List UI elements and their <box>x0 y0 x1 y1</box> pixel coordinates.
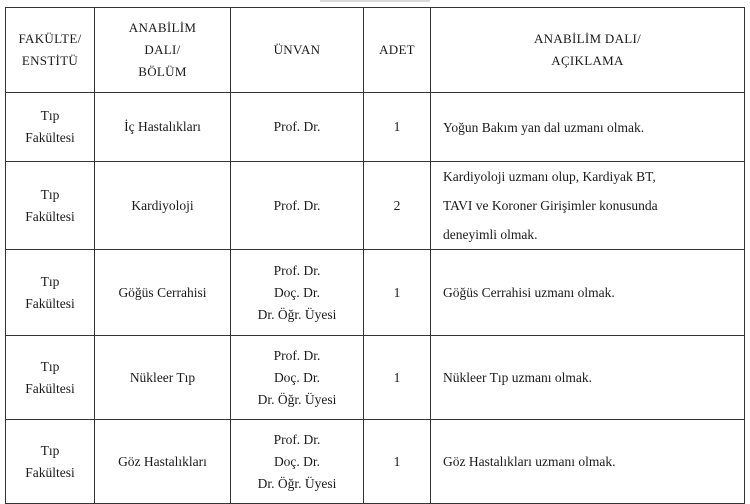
unvan-cell: Prof. Dr. Doç. Dr. Dr. Öğr. Üyesi <box>231 336 364 420</box>
table-row <box>6 162 745 250</box>
adet-cell: 1 <box>364 250 431 336</box>
header-adet: ADET <box>364 8 431 93</box>
header-aciklama: ANABİLİM DALI/ AÇIKLAMA <box>431 8 745 93</box>
positions-table <box>5 7 745 504</box>
fakulte-cell: Tıp Fakültesi <box>6 420 95 504</box>
table-row <box>6 93 745 162</box>
page-edge-fragment <box>320 0 430 2</box>
anabilim-cell: Göz Hastalıkları <box>95 420 231 504</box>
unvan-cell: Prof. Dr. <box>231 93 364 162</box>
adet-cell: 2 <box>364 162 431 250</box>
anabilim-cell: Kardiyoloji <box>95 162 231 250</box>
aciklama-cell: Yoğun Bakım yan dal uzmanı olmak. <box>431 93 745 162</box>
header-unvan: ÜNVAN <box>231 8 364 93</box>
unvan-cell: Prof. Dr. Doç. Dr. Dr. Öğr. Üyesi <box>231 420 364 504</box>
table-header-row <box>6 8 745 93</box>
aciklama-cell: Göz Hastalıkları uzmanı olmak. <box>431 420 745 504</box>
anabilim-cell: Göğüs Cerrahisi <box>95 250 231 336</box>
table-row <box>6 250 745 336</box>
unvan-cell: Prof. Dr. <box>231 162 364 250</box>
fakulte-cell: Tıp Fakültesi <box>6 93 95 162</box>
anabilim-cell: İç Hastalıkları <box>95 93 231 162</box>
unvan-cell: Prof. Dr. Doç. Dr. Dr. Öğr. Üyesi <box>231 250 364 336</box>
table-row <box>6 420 745 504</box>
adet-cell: 1 <box>364 93 431 162</box>
aciklama-cell: Göğüs Cerrahisi uzmanı olmak. <box>431 250 745 336</box>
table-row <box>6 336 745 420</box>
header-anabilim: ANABİLİM DALI/ BÖLÜM <box>95 8 231 93</box>
anabilim-cell: Nükleer Tıp <box>95 336 231 420</box>
fakulte-cell: Tıp Fakültesi <box>6 250 95 336</box>
header-fakulte: FAKÜLTE/ ENSTİTÜ <box>6 8 95 93</box>
aciklama-cell: Nükleer Tıp uzmanı olmak. <box>431 336 745 420</box>
fakulte-cell: Tıp Fakültesi <box>6 336 95 420</box>
fakulte-cell: Tıp Fakültesi <box>6 162 95 250</box>
aciklama-cell: Kardiyoloji uzmanı olup, Kardiyak BT, TAVI ve Koroner Girişimler konusunda deneyimli olmak. <box>431 162 745 250</box>
adet-cell: 1 <box>364 336 431 420</box>
adet-cell: 1 <box>364 420 431 504</box>
